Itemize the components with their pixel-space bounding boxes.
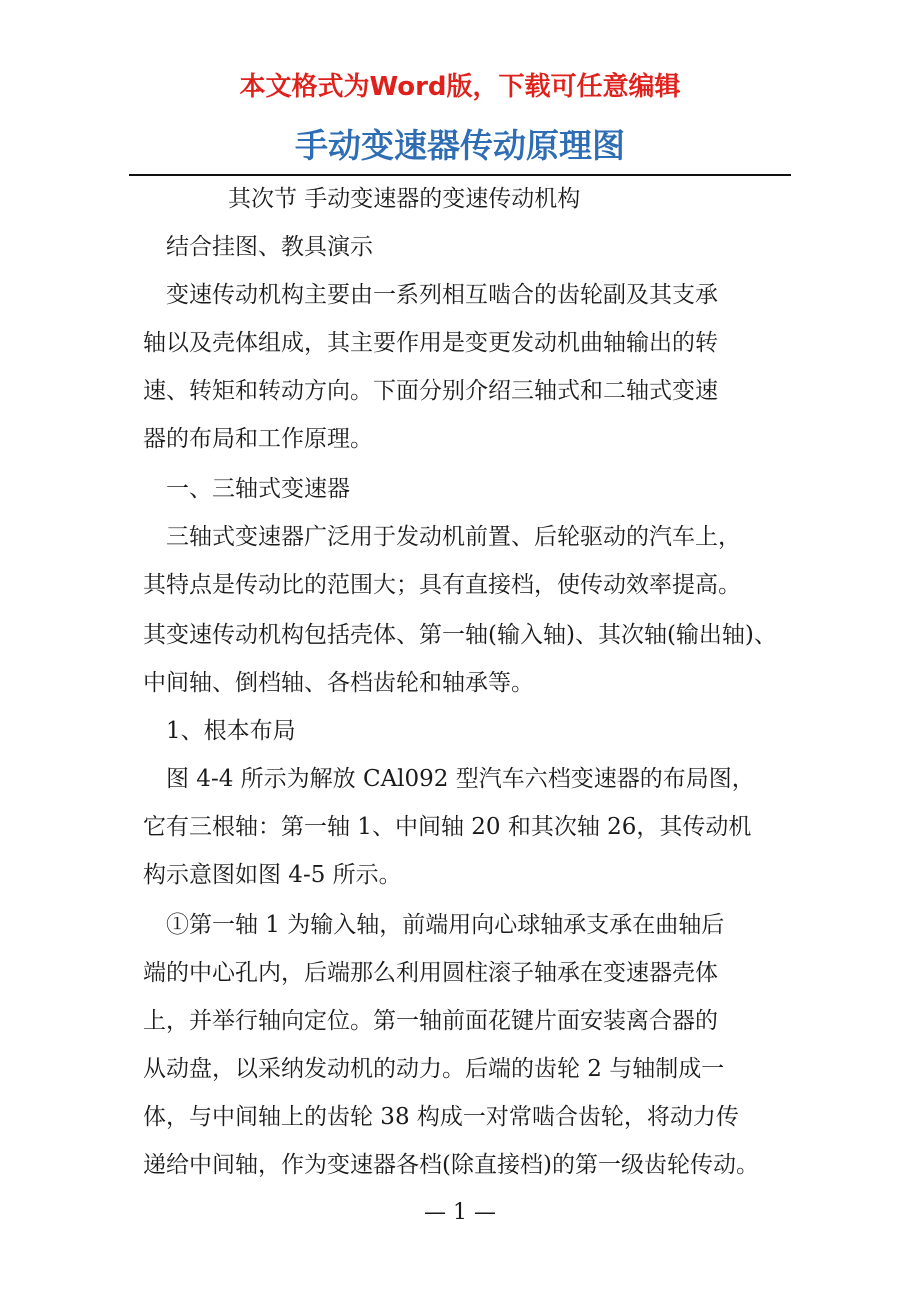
- paragraph-line: 轴以及壳体组成，其主要作用是变更发动机曲轴输出的转: [143, 330, 718, 356]
- paragraph-line: 体，与中间轴上的齿轮 38 构成一对常啮合齿轮，将动力传: [143, 1104, 739, 1130]
- paragraph-line: 它有三根轴：第一轴 1、中间轴 20 和其次轴 26，其传动机: [143, 814, 752, 840]
- paragraph-line: 上，并举行轴向定位。第一轴前面花键片面安装离合器的: [143, 1008, 718, 1034]
- paragraph-line: 从动盘，以采纳发动机的动力。后端的齿轮 2 与轴制成一: [143, 1056, 725, 1082]
- subsection-heading: 1、根本布局: [166, 718, 296, 744]
- paragraph-line: 端的中心孔内，后端那么利用圆柱滚子轴承在变速器壳体: [143, 960, 718, 986]
- paragraph-line: 其特点是传动比的范围大；具有直接档，使传动效率提高。: [143, 572, 741, 598]
- paragraph-line: 其变速传动机构包括壳体、第一轴(输入轴)、其次轴(输出轴)、: [143, 622, 777, 648]
- paragraph-line: 结合挂图、教具演示: [166, 234, 373, 260]
- format-notice: 本文格式为Word版，下载可任意编辑: [239, 72, 681, 102]
- section-heading: 其次节 手动变速器的变速传动机构: [228, 186, 581, 212]
- paragraph-line: 中间轴、倒档轴、各档齿轮和轴承等。: [143, 670, 534, 696]
- paragraph-line: 图 4-4 所示为解放 CAl092 型汽车六档变速器的布局图，: [166, 766, 755, 792]
- page-number: — 1 —: [424, 1200, 496, 1225]
- paragraph-line: 速、转矩和转动方向。下面分别介绍三轴式和二轴式变速: [143, 378, 718, 404]
- paragraph-line: 构示意图如图 4-5 所示。: [143, 862, 402, 888]
- subsection-heading: 一、三轴式变速器: [166, 476, 350, 502]
- paragraph-line: 器的布局和工作原理。: [143, 426, 373, 452]
- title-divider: [129, 174, 791, 176]
- document-title: 手动变速器传动原理图: [295, 126, 625, 165]
- paragraph-line: ①第一轴 1 为输入轴，前端用向心球轴承支承在曲轴后: [166, 912, 725, 938]
- paragraph-line: 递给中间轴，作为变速器各档(除直接档)的第一级齿轮传动。: [143, 1152, 759, 1178]
- paragraph-line: 变速传动机构主要由一系列相互啮合的齿轮副及其支承: [166, 282, 718, 308]
- paragraph-line: 三轴式变速器广泛用于发动机前置、后轮驱动的汽车上，: [166, 524, 741, 550]
